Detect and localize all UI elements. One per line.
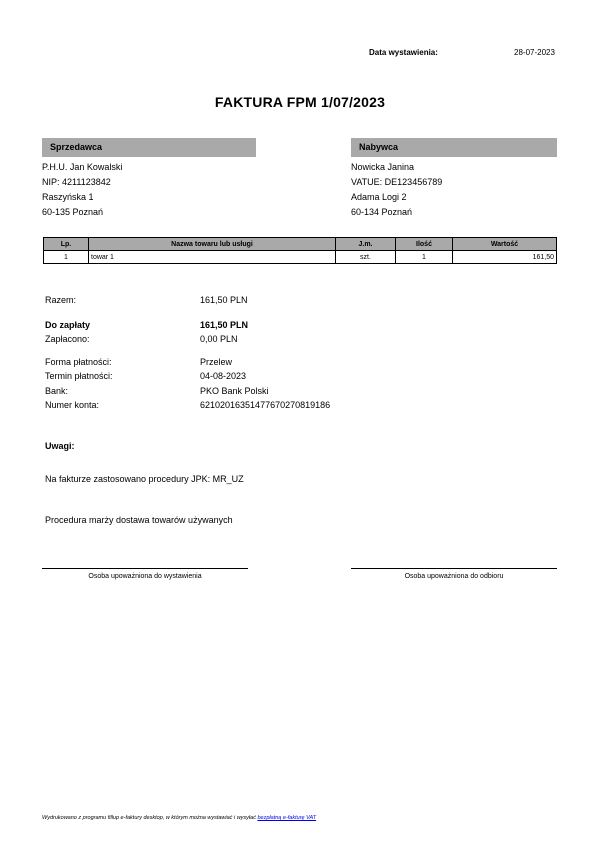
- issue-date-label: Data wystawienia:: [369, 48, 438, 57]
- seller-details: [42, 160, 122, 220]
- bank-label: Bank:: [45, 386, 69, 396]
- payment-form-value: Przelew: [200, 357, 233, 367]
- paid-label: Zapłacono:: [45, 334, 90, 344]
- cell-qty: 1: [396, 251, 453, 264]
- account-value: 62102016351477670270819186: [200, 400, 331, 410]
- cell-lp: 1: [44, 251, 89, 264]
- issue-date-value: 28-07-2023: [514, 48, 555, 57]
- total-label: Razem:: [45, 295, 77, 305]
- seller-street: Raszyńska 1: [42, 192, 94, 202]
- signature-caption-receiver: Osoba upoważniona do odbioru: [404, 573, 504, 580]
- buyer-city: 60-134 Poznań: [351, 207, 413, 217]
- buyer-details: [351, 160, 442, 220]
- payment-form-label: Forma płatności:: [45, 357, 112, 367]
- col-header-unit: J.m.: [336, 238, 396, 251]
- cell-name: towar 1: [89, 251, 336, 264]
- seller-city: 60-135 Poznań: [42, 207, 104, 217]
- seller-nip: NIP: 4211123842: [42, 177, 111, 187]
- footer-link[interactable]: bezpłatną e-fakturę VAT: [257, 815, 317, 821]
- cell-value: 161,50: [453, 251, 557, 264]
- signature-caption-issuer: Osoba upoważniona do wystawienia: [88, 573, 202, 580]
- paid-value: 0,00 PLN: [200, 334, 238, 344]
- invoice-title: FAKTURA FPM 1/07/2023: [214, 94, 386, 110]
- buyer-vat: VATUE: DE123456789: [351, 177, 443, 187]
- col-header-qty: Ilość: [396, 238, 453, 251]
- col-header-name: Nazwa towaru lub usługi: [89, 238, 336, 251]
- signature-line-receiver: [351, 568, 557, 569]
- cell-unit: szt.: [336, 251, 396, 264]
- footer-note: [42, 815, 316, 821]
- total-value: 161,50 PLN: [200, 295, 248, 305]
- payment-due-value: 04-08-2023: [200, 371, 247, 381]
- remark-jpk: Na fakturze zastosowano procedury JPK: MR_UZ: [45, 474, 244, 484]
- col-header-lp: Lp.: [44, 238, 89, 251]
- footer-text: Wydrukowano z programu fillup e-faktury desktop, w którym można wystawiać i wysyłać: [42, 815, 258, 821]
- buyer-heading: Nabywca: [351, 138, 557, 157]
- col-header-value: Wartość: [453, 238, 557, 251]
- buyer-name: Nowicka Janina: [351, 162, 415, 172]
- items-table: [43, 237, 557, 264]
- seller-heading: Sprzedawca: [42, 138, 256, 157]
- bank-value: PKO Bank Polski: [200, 386, 269, 396]
- to-pay-value: 161,50 PLN: [200, 320, 249, 330]
- signature-line-issuer: [42, 568, 248, 569]
- items-header-row: [44, 238, 557, 251]
- to-pay-label: Do zapłaty: [45, 320, 91, 330]
- remarks-label: Uwagi:: [45, 441, 75, 451]
- buyer-street: Adama Logi 2: [351, 192, 407, 202]
- account-label: Numer konta:: [45, 400, 100, 410]
- payment-due-label: Termin płatności:: [45, 371, 113, 381]
- remark-margin-procedure: Procedura marży dostawa towarów używanych: [45, 515, 233, 525]
- table-row: [44, 251, 557, 264]
- seller-name: P.H.U. Jan Kowalski: [42, 162, 123, 172]
